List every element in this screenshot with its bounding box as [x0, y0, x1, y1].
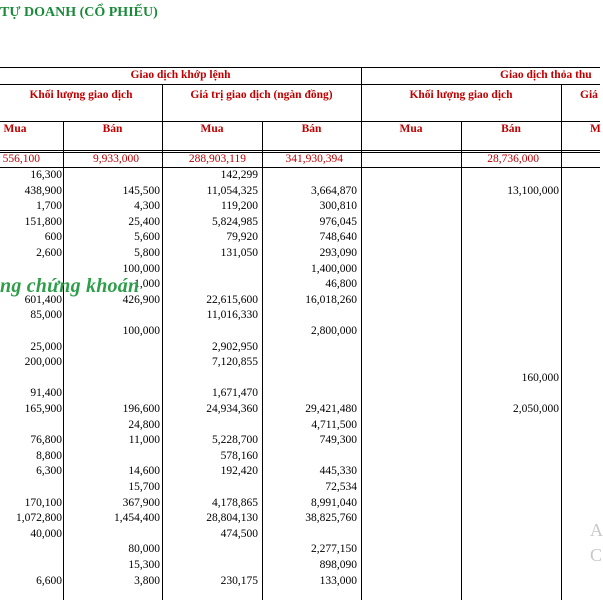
group-header-divider [0, 84, 600, 85]
header-value: Giá trị giao dịch (ngàn đồng) [190, 89, 333, 101]
header-sell-3: Bán [501, 123, 521, 135]
group-header-negotiated: Giao dịch thỏa thu [500, 69, 592, 81]
cell-vol-buy: 8,800 [36, 449, 62, 462]
cell-vol2-sell: 2,050,000 [513, 403, 559, 415]
cell-val-sell: 976,045 [319, 215, 357, 228]
cell-vol-buy: 2,600 [36, 247, 62, 259]
cell-val-buy: 4,178,865 [212, 496, 258, 509]
cell-vol-buy: 165,900 [24, 403, 62, 415]
total-vol2-sell: 28,736,000 [487, 153, 539, 165]
cell-val-sell: 46,800 [325, 278, 357, 291]
cell-vol-buy: 1,700 [36, 200, 62, 213]
cell-vol-buy: 6,600 [36, 574, 62, 587]
cell-val-sell: 749,300 [319, 434, 357, 447]
cell-vol-sell: 15,300 [128, 559, 160, 571]
cell-val-buy: 1,671,470 [212, 387, 258, 400]
cell-vol-sell: 145,500 [122, 184, 160, 197]
cell-val-sell: 2,800,000 [311, 325, 357, 337]
header-buy-1: Mua [3, 123, 27, 135]
header-buy-2: Mua [200, 123, 224, 135]
cell-val-buy: 11,016,330 [206, 309, 258, 322]
cell-vol-buy: 25,000 [30, 340, 62, 353]
cell-vol-sell: 5,600 [134, 231, 160, 244]
cell-vol-buy: 151,800 [24, 215, 62, 228]
cell-val-buy: 142,299 [220, 169, 258, 181]
col-divider-4 [361, 67, 362, 600]
cell-vol-sell: 11,000 [128, 434, 160, 447]
buy-sell-header-divider [0, 150, 600, 151]
cell-vol-buy: 438,900 [24, 184, 62, 197]
cell-vol-buy: 40,000 [30, 527, 62, 540]
col-divider-1 [63, 121, 64, 600]
cell-val-buy: 474,500 [220, 527, 258, 540]
cell-vol-sell: 1,454,400 [114, 512, 160, 525]
cell-val-buy: 22,615,600 [206, 293, 258, 306]
cell-val-buy: 79,920 [226, 231, 258, 244]
col-divider-6 [561, 84, 562, 600]
cell-val-buy: 2,902,950 [212, 340, 258, 353]
cell-vol2-sell: 13,100,000 [507, 184, 559, 197]
cell-val-sell: 16,018,260 [305, 293, 357, 306]
cell-vol-buy: 600 [44, 231, 62, 244]
total-val-buy: 288,903,119 [188, 153, 246, 165]
cell-val-sell: 445,330 [319, 465, 357, 478]
col-divider-3 [262, 121, 263, 600]
header-sell-2: Bán [301, 123, 322, 135]
totals-bottom-border [0, 167, 600, 168]
cell-val-buy: 7,120,855 [212, 356, 258, 369]
cell-val-buy: 578,160 [220, 449, 258, 462]
cell-vol-buy: 16,300 [30, 169, 62, 181]
cell-val-buy: 11,054,325 [206, 184, 258, 197]
cell-val-sell: 3,664,870 [311, 184, 357, 197]
cell-val-sell: 2,277,150 [311, 543, 357, 556]
cell-vol-sell: 426,900 [122, 293, 160, 306]
cell-val-buy: 119,200 [221, 200, 258, 213]
cell-vol-sell: 4,300 [134, 200, 160, 213]
cell-val-sell: 300,810 [319, 200, 357, 213]
cell-val-sell: 8,991,040 [311, 496, 357, 509]
column-header-divider [0, 121, 600, 122]
header-value-2: Giá [580, 89, 598, 101]
header-sell-1: Bán [102, 123, 123, 135]
cell-val-buy: 24,934,360 [206, 403, 258, 415]
cell-vol-sell: 80,000 [128, 543, 160, 556]
cell-val-sell: 72,534 [325, 481, 357, 493]
cell-vol-sell: 24,800 [128, 418, 160, 431]
cell-val-buy: 28,804,130 [206, 512, 258, 525]
cell-vol-buy: 1,072,800 [16, 512, 62, 525]
cell-val-sell: 748,640 [319, 231, 357, 244]
header-buy-3: Mua [399, 123, 423, 135]
header-cut-4: M [590, 123, 601, 135]
cell-val-sell: 4,711,500 [311, 418, 357, 431]
cell-vol-sell: 5,800 [134, 247, 160, 259]
cell-val-sell: 898,090 [319, 559, 357, 571]
header-volume: Khối lượng giao dịch [29, 89, 133, 101]
cell-val-buy: 131,050 [220, 247, 258, 259]
cell-val-sell: 133,000 [319, 574, 357, 587]
cell-vol-buy: 76,800 [30, 434, 62, 447]
corner-glyph-a: A [590, 520, 603, 540]
corner-glyph-c: C [590, 545, 603, 565]
cell-val-buy: 5,824,985 [212, 215, 258, 228]
header-volume-2: Khối lượng giao dịch [409, 89, 513, 101]
cell-vol-sell: 367,900 [122, 496, 160, 509]
col-divider-5 [461, 121, 462, 600]
cell-vol-buy: 170,100 [24, 496, 62, 509]
cell-vol-buy: 601,400 [24, 293, 62, 306]
group-header-matched: Giao dịch khớp lệnh [130, 69, 231, 81]
cell-val-sell: 38,825,760 [305, 512, 357, 525]
total-val-sell: 341,930,394 [285, 153, 343, 165]
cell-vol-sell: 100,000 [122, 325, 160, 337]
cell-vol-sell: 3,800 [134, 574, 160, 587]
cell-val-buy: 192,420 [220, 465, 258, 478]
cell-val-sell: 1,400,000 [311, 262, 357, 275]
cell-vol-sell: 15,700 [128, 481, 160, 493]
page-title: TỰ DOANH (CỔ PHIẾU) [0, 5, 158, 20]
cell-vol-buy: 91,400 [30, 387, 62, 400]
cell-val-sell: 29,421,480 [305, 403, 357, 415]
cell-vol-sell: 14,600 [128, 465, 160, 478]
header-top-border [0, 67, 600, 68]
total-vol-buy: 556,100 [2, 153, 40, 165]
cell-vol-buy: 6,300 [36, 465, 62, 478]
cell-vol-sell: 1,000 [134, 278, 160, 291]
cell-vol-buy: 85,000 [30, 309, 62, 322]
cell-vol-buy: 200,000 [24, 356, 62, 369]
cell-vol-sell: 25,400 [128, 215, 160, 228]
cell-val-buy: 5,228,700 [212, 434, 258, 447]
cell-val-buy: 230,175 [220, 574, 258, 587]
cell-vol-sell: 100,000 [122, 262, 160, 275]
total-vol-sell: 9,933,000 [93, 153, 139, 165]
cell-vol2-sell: 160,000 [521, 371, 559, 384]
watermark-text: ng chứng khoán [0, 275, 140, 297]
cell-vol-sell: 196,600 [122, 403, 160, 415]
cell-val-sell: 293,090 [319, 247, 357, 259]
